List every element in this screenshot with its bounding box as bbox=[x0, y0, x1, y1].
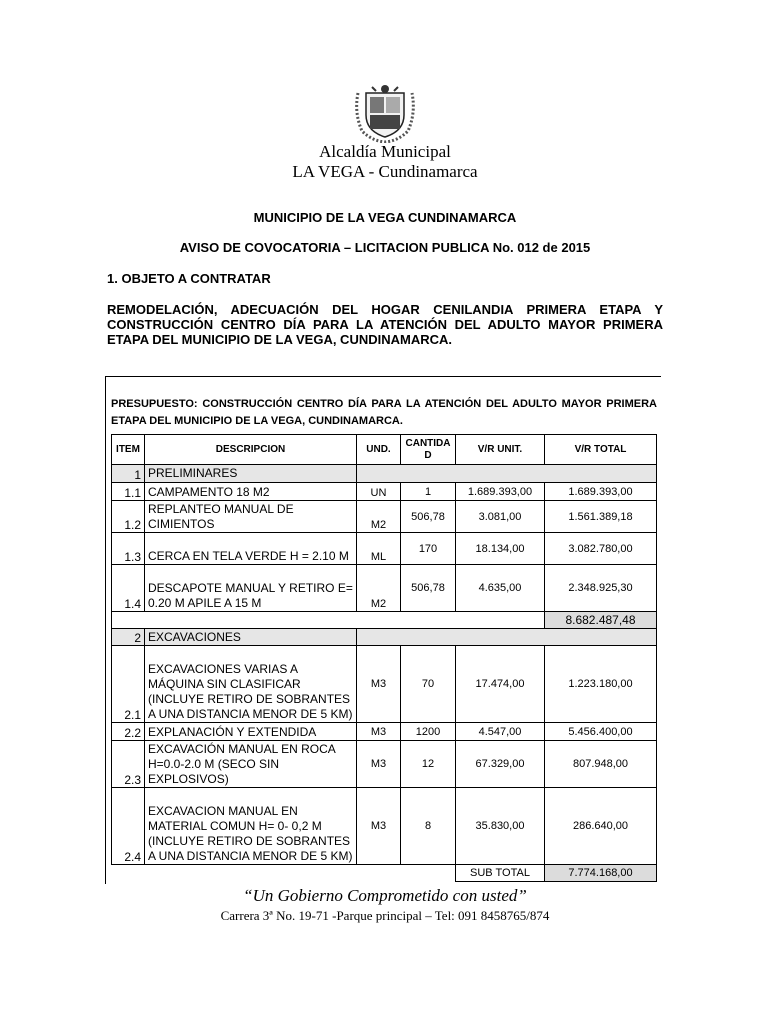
header-item: ITEM bbox=[112, 435, 145, 465]
table-row: 2.1 EXCAVACIONES VARIAS A MÁQUINA SIN CLASIFICAR (INCLUYE RETIRO DE SOBRANTES A UNA DISTANCIA MENOR DE 5 KM) M3 70 17.474,00 1.223.180,00 bbox=[112, 646, 657, 723]
header-und: UND. bbox=[357, 435, 401, 465]
budget-section bbox=[105, 376, 661, 884]
table-row: 2.2 EXPLANACIÓN Y EXTENDIDA M3 1200 4.547,00 5.456.400,00 bbox=[112, 723, 657, 741]
municipality-name: Alcaldía Municipal bbox=[319, 142, 451, 161]
subtotal-preliminares: 8.682.487,48 bbox=[545, 612, 657, 629]
document-title: MUNICIPIO DE LA VEGA CUNDINAMARCA bbox=[253, 210, 517, 225]
contract-object: REMODELACIÓN, ADECUACIÓN DEL HOGAR CENILANDIA PRIMERA ETAPA Y CONSTRUCCIÓN CENTRO DÍA PARA LA ATENCIÓN DEL ADULTO MAYOR PRIMERA ETAPA DEL MUNICIPIO DE LA VEGA, CUNDINAMARCA. bbox=[107, 302, 663, 347]
section-heading: 1. OBJETO A CONTRATAR bbox=[107, 271, 271, 286]
budget-title: PRESUPUESTO: CONSTRUCCIÓN CENTRO DÍA PARA LA ATENCIÓN DEL ADULTO MAYOR PRIMERA ETAPA DEL MUNICIPIO DE LA VEGA, CUNDINAMARCA. bbox=[111, 398, 657, 427]
municipality-location: LA VEGA - Cundinamarca bbox=[292, 162, 478, 181]
footer-slogan: “Un Gobierno Comprometido con usted” bbox=[243, 886, 527, 905]
header-desc: DESCRIPCION bbox=[145, 435, 357, 465]
table-row: 2.3 EXCAVACIÓN MANUAL EN ROCA H=0.0-2.0 M (SECO SIN EXPLOSIVOS) M3 12 67.329,00 807.948,00 bbox=[112, 741, 657, 788]
subtotal-row bbox=[112, 865, 657, 882]
footer-address: Carrera 3ª No. 19-71 -Parque principal – Tel: 091 8458765/874 bbox=[220, 908, 550, 923]
coat-of-arms-icon bbox=[352, 85, 418, 143]
group-row: 2 EXCAVACIONES bbox=[112, 629, 657, 646]
table-row: 1.4 DESCAPOTE MANUAL Y RETIRO E= 0.20 M APILE A 15 M M2 506,78 4.635,00 2.348.925,30 bbox=[112, 565, 657, 612]
header-unit: V/R UNIT. bbox=[456, 435, 545, 465]
document-subtitle: AVISO DE COVOCATORIA – LICITACION PUBLICA No. 012 de 2015 bbox=[179, 240, 591, 255]
table-row: 1.1 CAMPAMENTO 18 M2 UN 1 1.689.393,00 1.689.393,00 bbox=[112, 483, 657, 501]
group-row: 1 PRELIMINARES bbox=[112, 465, 657, 483]
table-row: 1.3 CERCA EN TELA VERDE H = 2.10 M ML 170 18.134,00 3.082.780,00 bbox=[112, 533, 657, 565]
subtotal-row bbox=[112, 612, 657, 629]
subtotal-excavaciones: 7.774.168,00 bbox=[545, 865, 657, 882]
header-total: V/R TOTAL bbox=[545, 435, 657, 465]
budget-table bbox=[111, 434, 657, 882]
table-row: 2.4 EXCAVACION MANUAL EN MATERIAL COMUN H= 0- 0,2 M (INCLUYE RETIRO DE SOBRANTES A UNA DISTANCIA MENOR DE 5 KM) M3 8 35.830,00 286.640,00 bbox=[112, 788, 657, 865]
subtotal-label: SUB TOTAL bbox=[456, 865, 545, 882]
table-row: 1.2 REPLANTEO MANUAL DE CIMIENTOS M2 506,78 3.081,00 1.561.389,18 bbox=[112, 501, 657, 533]
header-cant: CANTIDAD bbox=[401, 435, 456, 465]
table-header-row bbox=[112, 435, 657, 465]
